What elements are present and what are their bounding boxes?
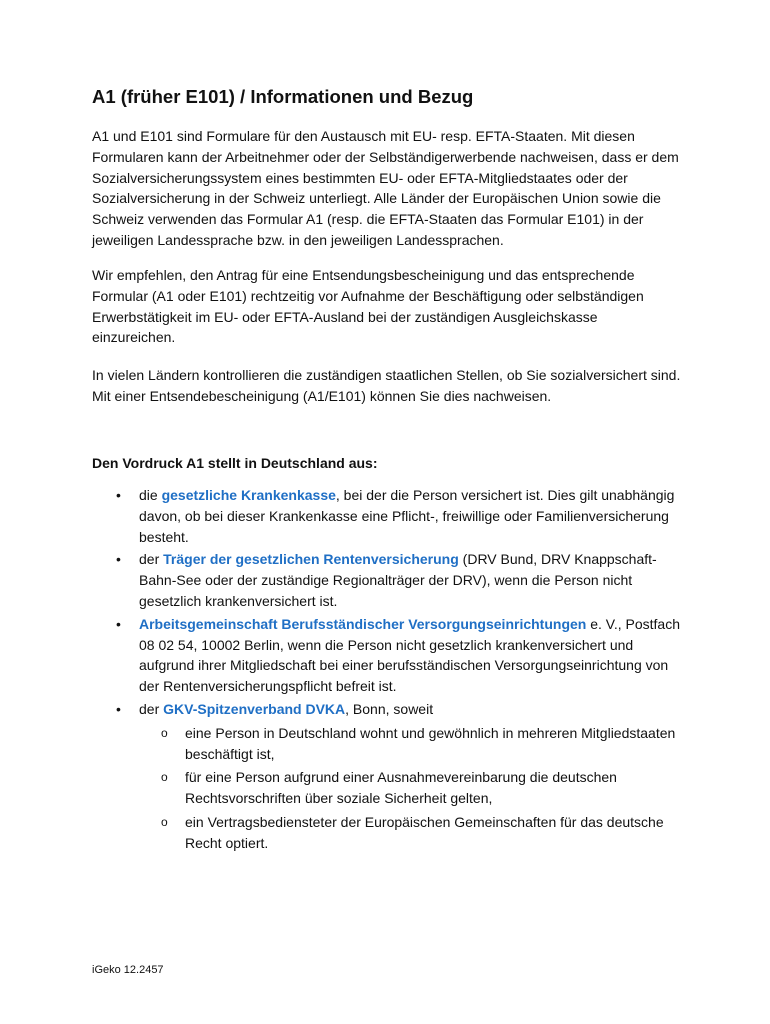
circle-bullet-icon: o — [161, 725, 168, 740]
sub-item-text: ein Vertragsbediensteter der Europäischen Gemeinschaften für das deutsche Recht optiert. — [185, 813, 664, 851]
control-paragraph: In vielen Ländern kontrollieren die zuständigen staatlichen Stellen, ob Sie sozialversichert sind. Mit einer Entsendebescheinigung (A1/E101) können Sie dies nachweisen. — [92, 367, 681, 404]
bullet-icon: • — [116, 487, 121, 503]
section-heading: Den Vordruck A1 stellt in Deutschland aus: — [92, 455, 378, 471]
item-text: (DRV Bund, DRV Knappschaft-Bahn-See oder der zuständige Regionalträger der DRV), wenn die Person nicht gesetzlich krankenversichert ist. — [139, 551, 657, 609]
sub-list-item — [139, 767, 692, 809]
list-item — [92, 549, 692, 611]
list-item — [92, 485, 692, 547]
item-prefix: die — [139, 487, 162, 503]
item-text: , Bonn, soweit — [345, 700, 434, 717]
bullet-icon: • — [116, 615, 121, 632]
sub-list — [139, 723, 692, 854]
document-footer: iGeko 12.2457 — [92, 964, 164, 976]
bullet-icon: • — [116, 551, 121, 568]
intro-paragraph: A1 und E101 sind Formulare für den Austausch mit EU- resp. EFTA-Staaten. Mit diesen Formularen kann der Arbeitnehmer oder der Selbständigerwerbende nachweisen, dass er dem Sozialversicherungssystem eines bestimmten EU- oder EFTA-Mitgliedstaates oder der Sozialversicherung in der Schweiz unterliegt. Alle Länder der Europäischen Union sowie die Schweiz verwenden das Formular A1 (resp. die EFTA-Staaten das Formular E101) in der jeweiligen Landessprache bzw. in den jeweiligen Landessprachen. — [92, 128, 679, 248]
circle-bullet-icon: o — [161, 814, 168, 829]
page-title: A1 (früher E101) / Informationen und Bezug — [92, 86, 474, 107]
link-gkv-spitzenverband[interactable]: GKV-Spitzenverband DVKA — [163, 700, 346, 717]
item-prefix: der — [139, 551, 164, 568]
bullet-icon: • — [116, 700, 121, 717]
list-item — [92, 699, 692, 854]
recommendation-paragraph: Wir empfehlen, den Antrag für eine Entsendungsbescheinigung und das entsprechende Formular (A1 oder E101) rechtzeitig vor Aufnahme der Beschäftigung oder selbständigen Erwerbstätigkeit im EU- oder EFTA-Ausland bei der zuständigen Ausgleichskasse einzureichen. — [92, 267, 644, 346]
sub-list-item — [139, 812, 692, 854]
circle-bullet-icon: o — [161, 770, 168, 785]
item-prefix: der — [139, 700, 164, 717]
link-gesetzliche-krankenkasse[interactable]: gesetzliche Krankenkasse — [161, 487, 336, 503]
sub-list-item — [139, 723, 692, 765]
sub-item-text: für eine Person aufgrund einer Ausnahmevereinbarung die deutschen Rechtsvorschriften über soziale Sicherheit gelten, — [185, 769, 617, 807]
item-text: e. V., Postfach 08 02 54, 10002 Berlin, wenn die Person nicht gesetzlich krankenversichert und aufgrund ihrer Mitgliedschaft bei einer berufsständischen Versorgungseinrichtung von der Rentenversicherungspflicht befreit ist. — [139, 615, 680, 695]
item-text: , bei der die Person versichert ist. Dies gilt unabhängig davon, ob bei dieser Krankenkasse eine Pflicht-, freiwillige oder Familienversicherung besteht. — [139, 487, 675, 545]
link-rentenversicherung[interactable]: Träger der gesetzlichen Rentenversicherung — [163, 551, 459, 568]
sub-item-text: eine Person in Deutschland wohnt und gewöhnlich in mehreren Mitgliedstaaten beschäftigt ist, — [185, 724, 676, 762]
issuer-list — [92, 485, 692, 857]
list-item — [92, 614, 692, 697]
link-berufsstaendische-versorgung[interactable]: Arbeitsgemeinschaft Berufsständischer Versorgungseinrichtungen — [139, 615, 587, 632]
